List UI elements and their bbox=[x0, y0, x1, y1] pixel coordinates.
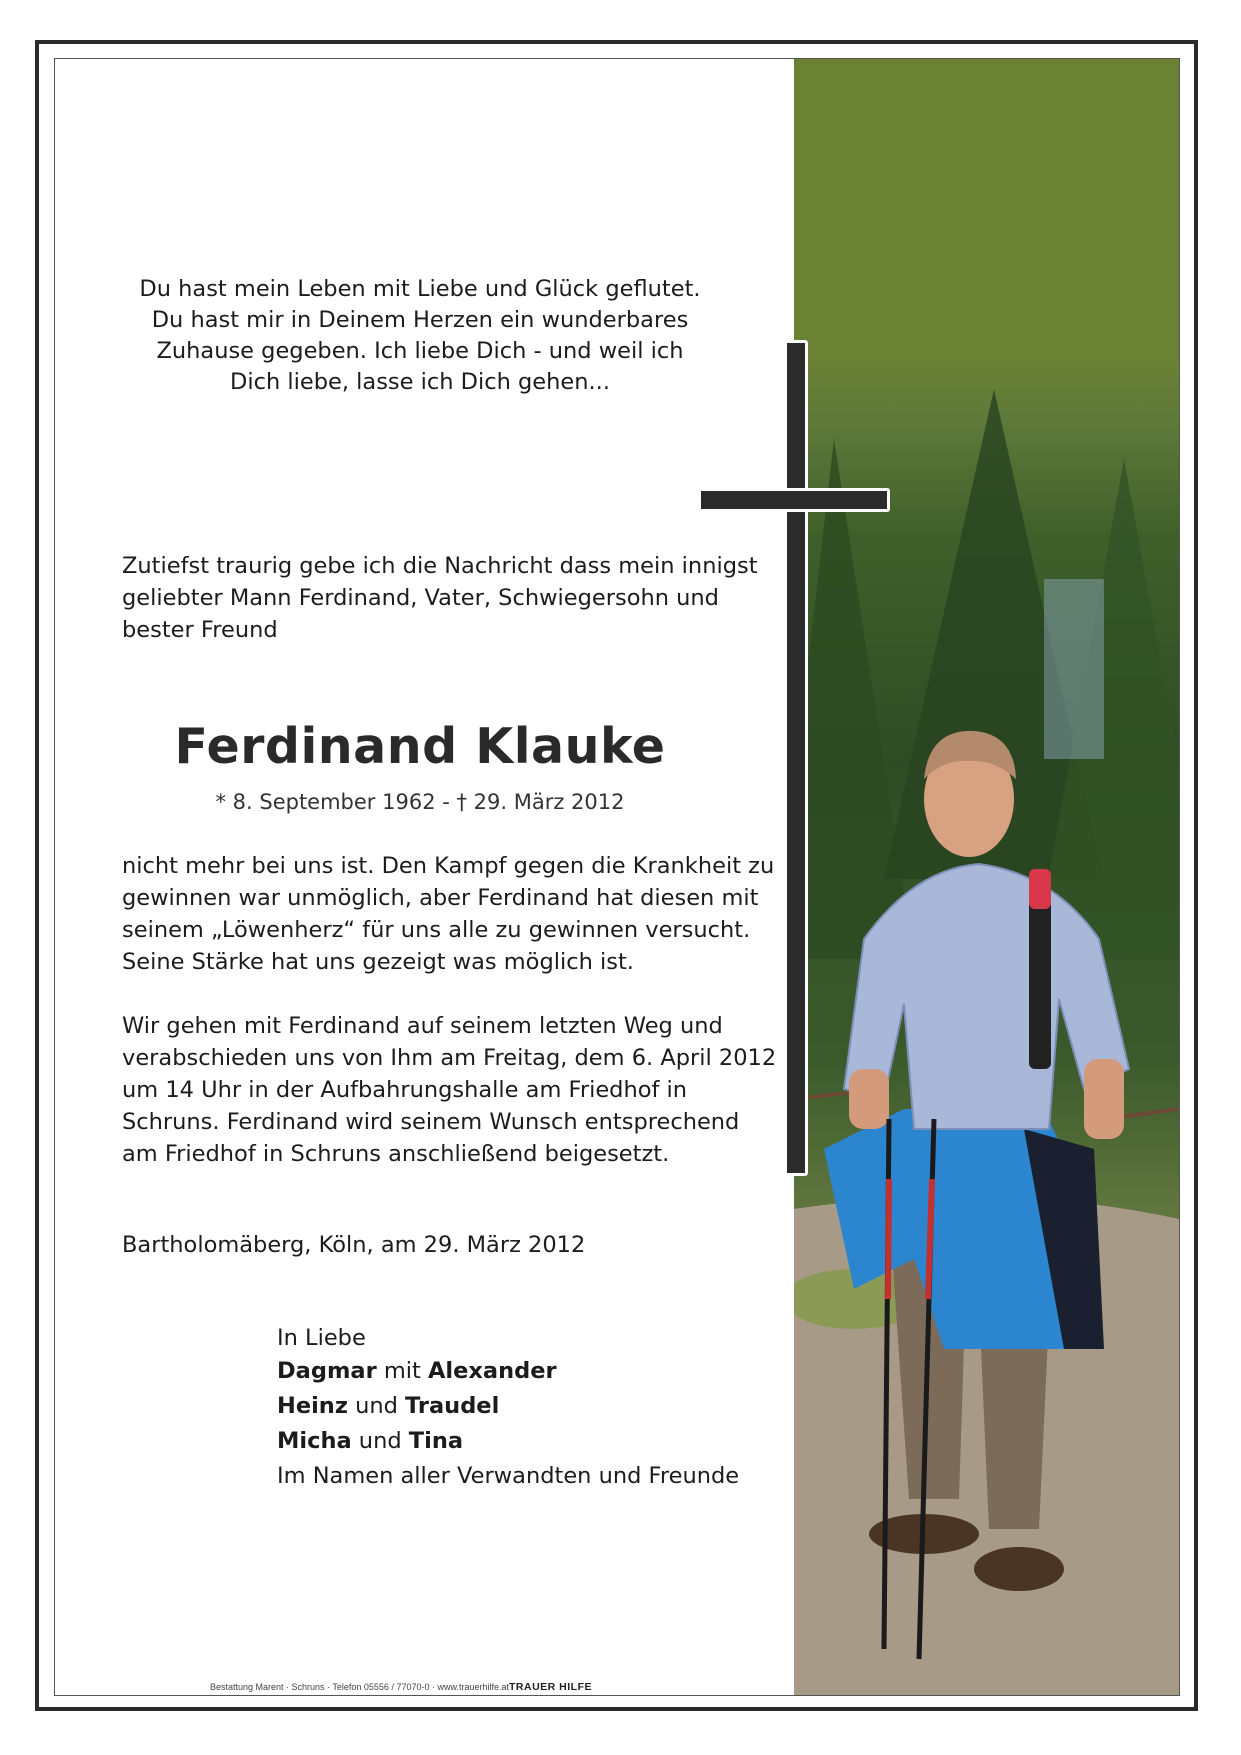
paragraph-line: seinem „Löwenherz“ für uns alle zu gewinnen versucht. bbox=[122, 917, 751, 943]
footer-brand-logo: TRAUER HILFE bbox=[509, 1681, 592, 1693]
signature-conjunction: mit bbox=[376, 1358, 428, 1384]
paragraph-line: Schruns. Ferdinand wird seinem Wunsch entsprechend bbox=[122, 1109, 740, 1135]
signature-conjunction: und bbox=[347, 1393, 406, 1419]
paragraph-line: Wir gehen mit Ferdinand auf seinem letzten Weg und bbox=[122, 1013, 723, 1039]
intro-line: Zutiefst traurig gebe ich die Nachricht dass mein innigst bbox=[122, 553, 758, 579]
paragraph-line: am Friedhof in Schruns anschließend beigesetzt. bbox=[122, 1141, 670, 1167]
signature-conjunction: und bbox=[351, 1428, 409, 1454]
deceased-name: Ferdinand Klauke bbox=[174, 718, 666, 775]
poem-line: Du hast mir in Deinem Herzen ein wunderbares bbox=[151, 307, 689, 333]
signature-name: Dagmar bbox=[277, 1358, 377, 1384]
signature-row bbox=[277, 1424, 739, 1459]
paragraph-line: gewinnen war unmöglich, aber Ferdinand hat diesen mit bbox=[122, 885, 759, 911]
signature-name: Micha bbox=[277, 1428, 352, 1454]
cross-vertical-bar bbox=[784, 340, 808, 1176]
signature-name: Traudel bbox=[405, 1393, 500, 1419]
paragraph-line: verabschieden uns von Ihm am Freitag, dem 6. April 2012 bbox=[122, 1045, 777, 1071]
paragraph-funeral-details bbox=[122, 1010, 776, 1170]
signature-row bbox=[277, 1389, 739, 1424]
signature-closing: Im Namen aller Verwandten und Freunde bbox=[277, 1463, 740, 1489]
signature-name: Tina bbox=[408, 1428, 464, 1454]
signatures bbox=[277, 1322, 739, 1494]
signature-name: Heinz bbox=[277, 1393, 348, 1419]
paragraph-struggle bbox=[122, 850, 774, 978]
intro-line: geliebter Mann Ferdinand, Vater, Schwiegersohn und bbox=[122, 585, 719, 611]
announcement-intro bbox=[122, 550, 762, 646]
signature-intro: In Liebe bbox=[277, 1325, 366, 1351]
hiker-illustration bbox=[794, 59, 1179, 1695]
poem-line: Du hast mein Leben mit Liebe und Glück geflutet. bbox=[139, 276, 701, 302]
life-dates: * 8. September 1962 - † 29. März 2012 bbox=[215, 790, 625, 814]
portrait-photo bbox=[794, 59, 1179, 1695]
paragraph-line: Seine Stärke hat uns gezeigt was möglich ist. bbox=[122, 949, 634, 975]
signature-row bbox=[277, 1354, 739, 1389]
poem-line: Zuhause gegeben. Ich liebe Dich - und weil ich bbox=[156, 338, 684, 364]
intro-line: bester Freund bbox=[122, 617, 278, 643]
footer-text: Bestattung Marent · Schruns · Telefon 05556 / 77070-0 · www.trauerhilfe.at bbox=[210, 1682, 509, 1692]
paragraph-line: um 14 Uhr in der Aufbahrungshalle am Friedhof in bbox=[122, 1077, 688, 1103]
place-and-date: Bartholomäberg, Köln, am 29. März 2012 bbox=[122, 1232, 586, 1258]
footer-imprint bbox=[210, 1681, 592, 1693]
signature-name: Alexander bbox=[428, 1358, 557, 1384]
cross-horizontal-bar bbox=[701, 488, 890, 512]
poem-line: Dich liebe, lasse ich Dich gehen... bbox=[230, 369, 610, 395]
paragraph-line: nicht mehr bei uns ist. Den Kampf gegen die Krankheit zu bbox=[122, 853, 775, 879]
memorial-poem bbox=[120, 274, 720, 398]
